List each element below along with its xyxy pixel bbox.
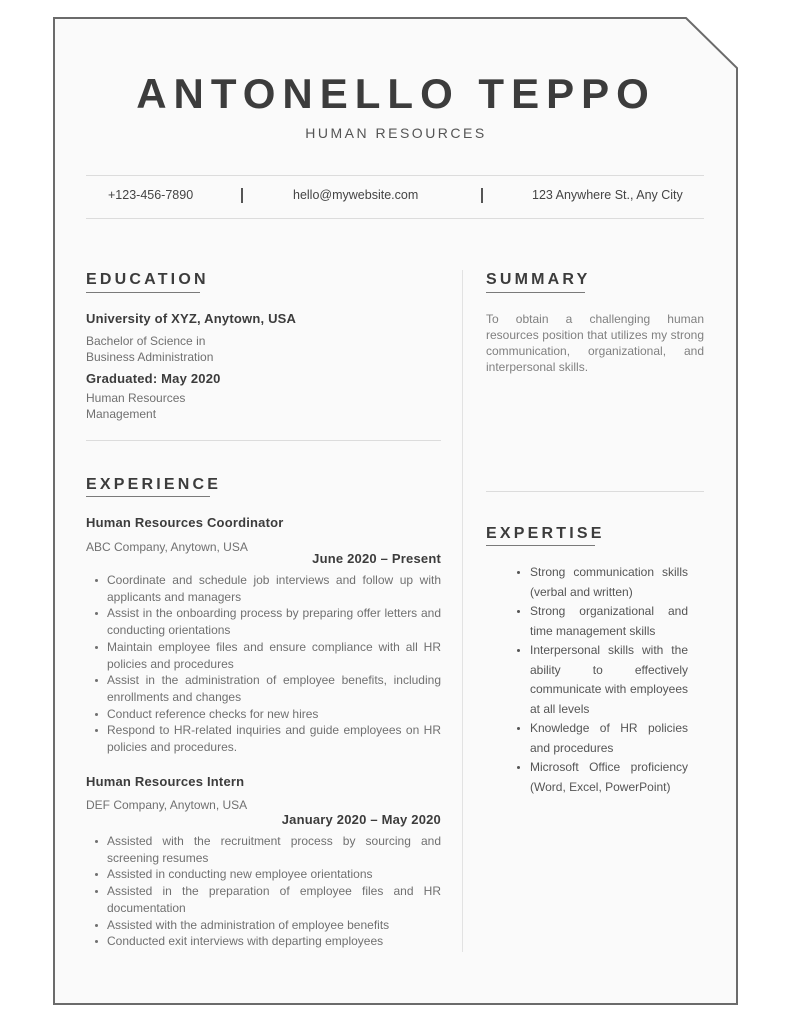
summary-divider bbox=[486, 491, 704, 492]
education-minor-line: Human Resources bbox=[86, 391, 186, 405]
expertise-heading-underline bbox=[486, 545, 595, 546]
contact-bottom-divider bbox=[86, 218, 704, 219]
job-bullet-list bbox=[86, 833, 441, 950]
job-bullet: Conduct reference checks for new hires bbox=[86, 706, 441, 723]
education-school: University of XYZ, Anytown, USA bbox=[86, 311, 297, 326]
job-company: DEF Company, Anytown, USA bbox=[86, 798, 248, 812]
education-degree-line: Bachelor of Science in bbox=[86, 334, 206, 348]
job-dates: June 2020 – Present bbox=[312, 551, 441, 566]
job-bullet: Respond to HR-related inquiries and guide employees on HR policies and procedures. bbox=[86, 722, 441, 755]
job-title: Human Resources Intern bbox=[86, 774, 245, 789]
job-bullet: Assisted in the preparation of employee files and HR documentation bbox=[86, 883, 441, 916]
contact-address: 123 Anywhere St., Any City bbox=[532, 188, 683, 202]
job-bullet: Assist in the onboarding process by preparing offer letters and conducting orientations bbox=[86, 605, 441, 638]
expertise-item: Microsoft Office proficiency (Word, Excel, PowerPoint) bbox=[515, 758, 688, 797]
contact-separator bbox=[481, 188, 483, 203]
expertise-item: Interpersonal skills with the ability to effectively communicate with employees at all levels bbox=[515, 641, 688, 719]
summary-heading: SUMMARY bbox=[486, 271, 591, 288]
expertise-item: Strong organizational and time management skills bbox=[515, 602, 688, 641]
job-bullet-list bbox=[86, 572, 441, 756]
education-heading-underline bbox=[86, 292, 200, 293]
contact-top-divider bbox=[86, 175, 704, 176]
expertise-item: Strong communication skills (verbal and written) bbox=[515, 563, 688, 602]
experience-heading-underline bbox=[86, 496, 210, 497]
job-title: Human Resources Coordinator bbox=[86, 515, 284, 530]
job-bullet: Conducted exit interviews with departing employees bbox=[86, 933, 441, 950]
summary-heading-underline bbox=[486, 292, 585, 293]
education-heading: EDUCATION bbox=[86, 271, 209, 288]
resume-job-title: HUMAN RESOURCES bbox=[305, 125, 487, 141]
education-graduated: Graduated: May 2020 bbox=[86, 371, 221, 386]
education-minor-line: Management bbox=[86, 406, 157, 421]
expertise-list bbox=[515, 563, 688, 797]
job-dates: January 2020 – May 2020 bbox=[281, 812, 441, 827]
expertise-heading: EXPERTISE bbox=[486, 525, 605, 542]
experience-heading: EXPERIENCE bbox=[86, 476, 222, 493]
job-company: ABC Company, Anytown, USA bbox=[86, 540, 248, 554]
education-degree bbox=[86, 334, 213, 365]
summary-text: To obtain a challenging human resources position that utilizes my strong communication, organizational, and interpersonal skills. bbox=[486, 312, 704, 374]
job-bullet: Assisted with the recruitment process by sourcing and screening resumes bbox=[86, 833, 441, 866]
job-bullet: Assisted with the administration of employee benefits bbox=[86, 917, 441, 934]
job-bullet: Coordinate and schedule job interviews and follow up with applicants and managers bbox=[86, 572, 441, 605]
education-degree-line: Business Administration bbox=[86, 349, 214, 364]
contact-separator bbox=[241, 188, 243, 203]
job-bullet: Assisted in conducting new employee orientations bbox=[86, 866, 441, 883]
education-minor bbox=[86, 391, 185, 422]
contact-email: hello@mywebsite.com bbox=[293, 188, 419, 202]
education-divider bbox=[86, 440, 441, 441]
expertise-item: Knowledge of HR policies and procedures bbox=[515, 719, 688, 758]
job-bullet: Assist in the administration of employee benefits, including enrollments and changes bbox=[86, 672, 441, 705]
contact-phone: +123-456-7890 bbox=[108, 188, 194, 202]
job-bullet: Maintain employee files and ensure compliance with all HR policies and procedures bbox=[86, 639, 441, 672]
resume-name: ANTONELLO TEPPO bbox=[136, 70, 656, 117]
column-divider bbox=[462, 270, 463, 952]
